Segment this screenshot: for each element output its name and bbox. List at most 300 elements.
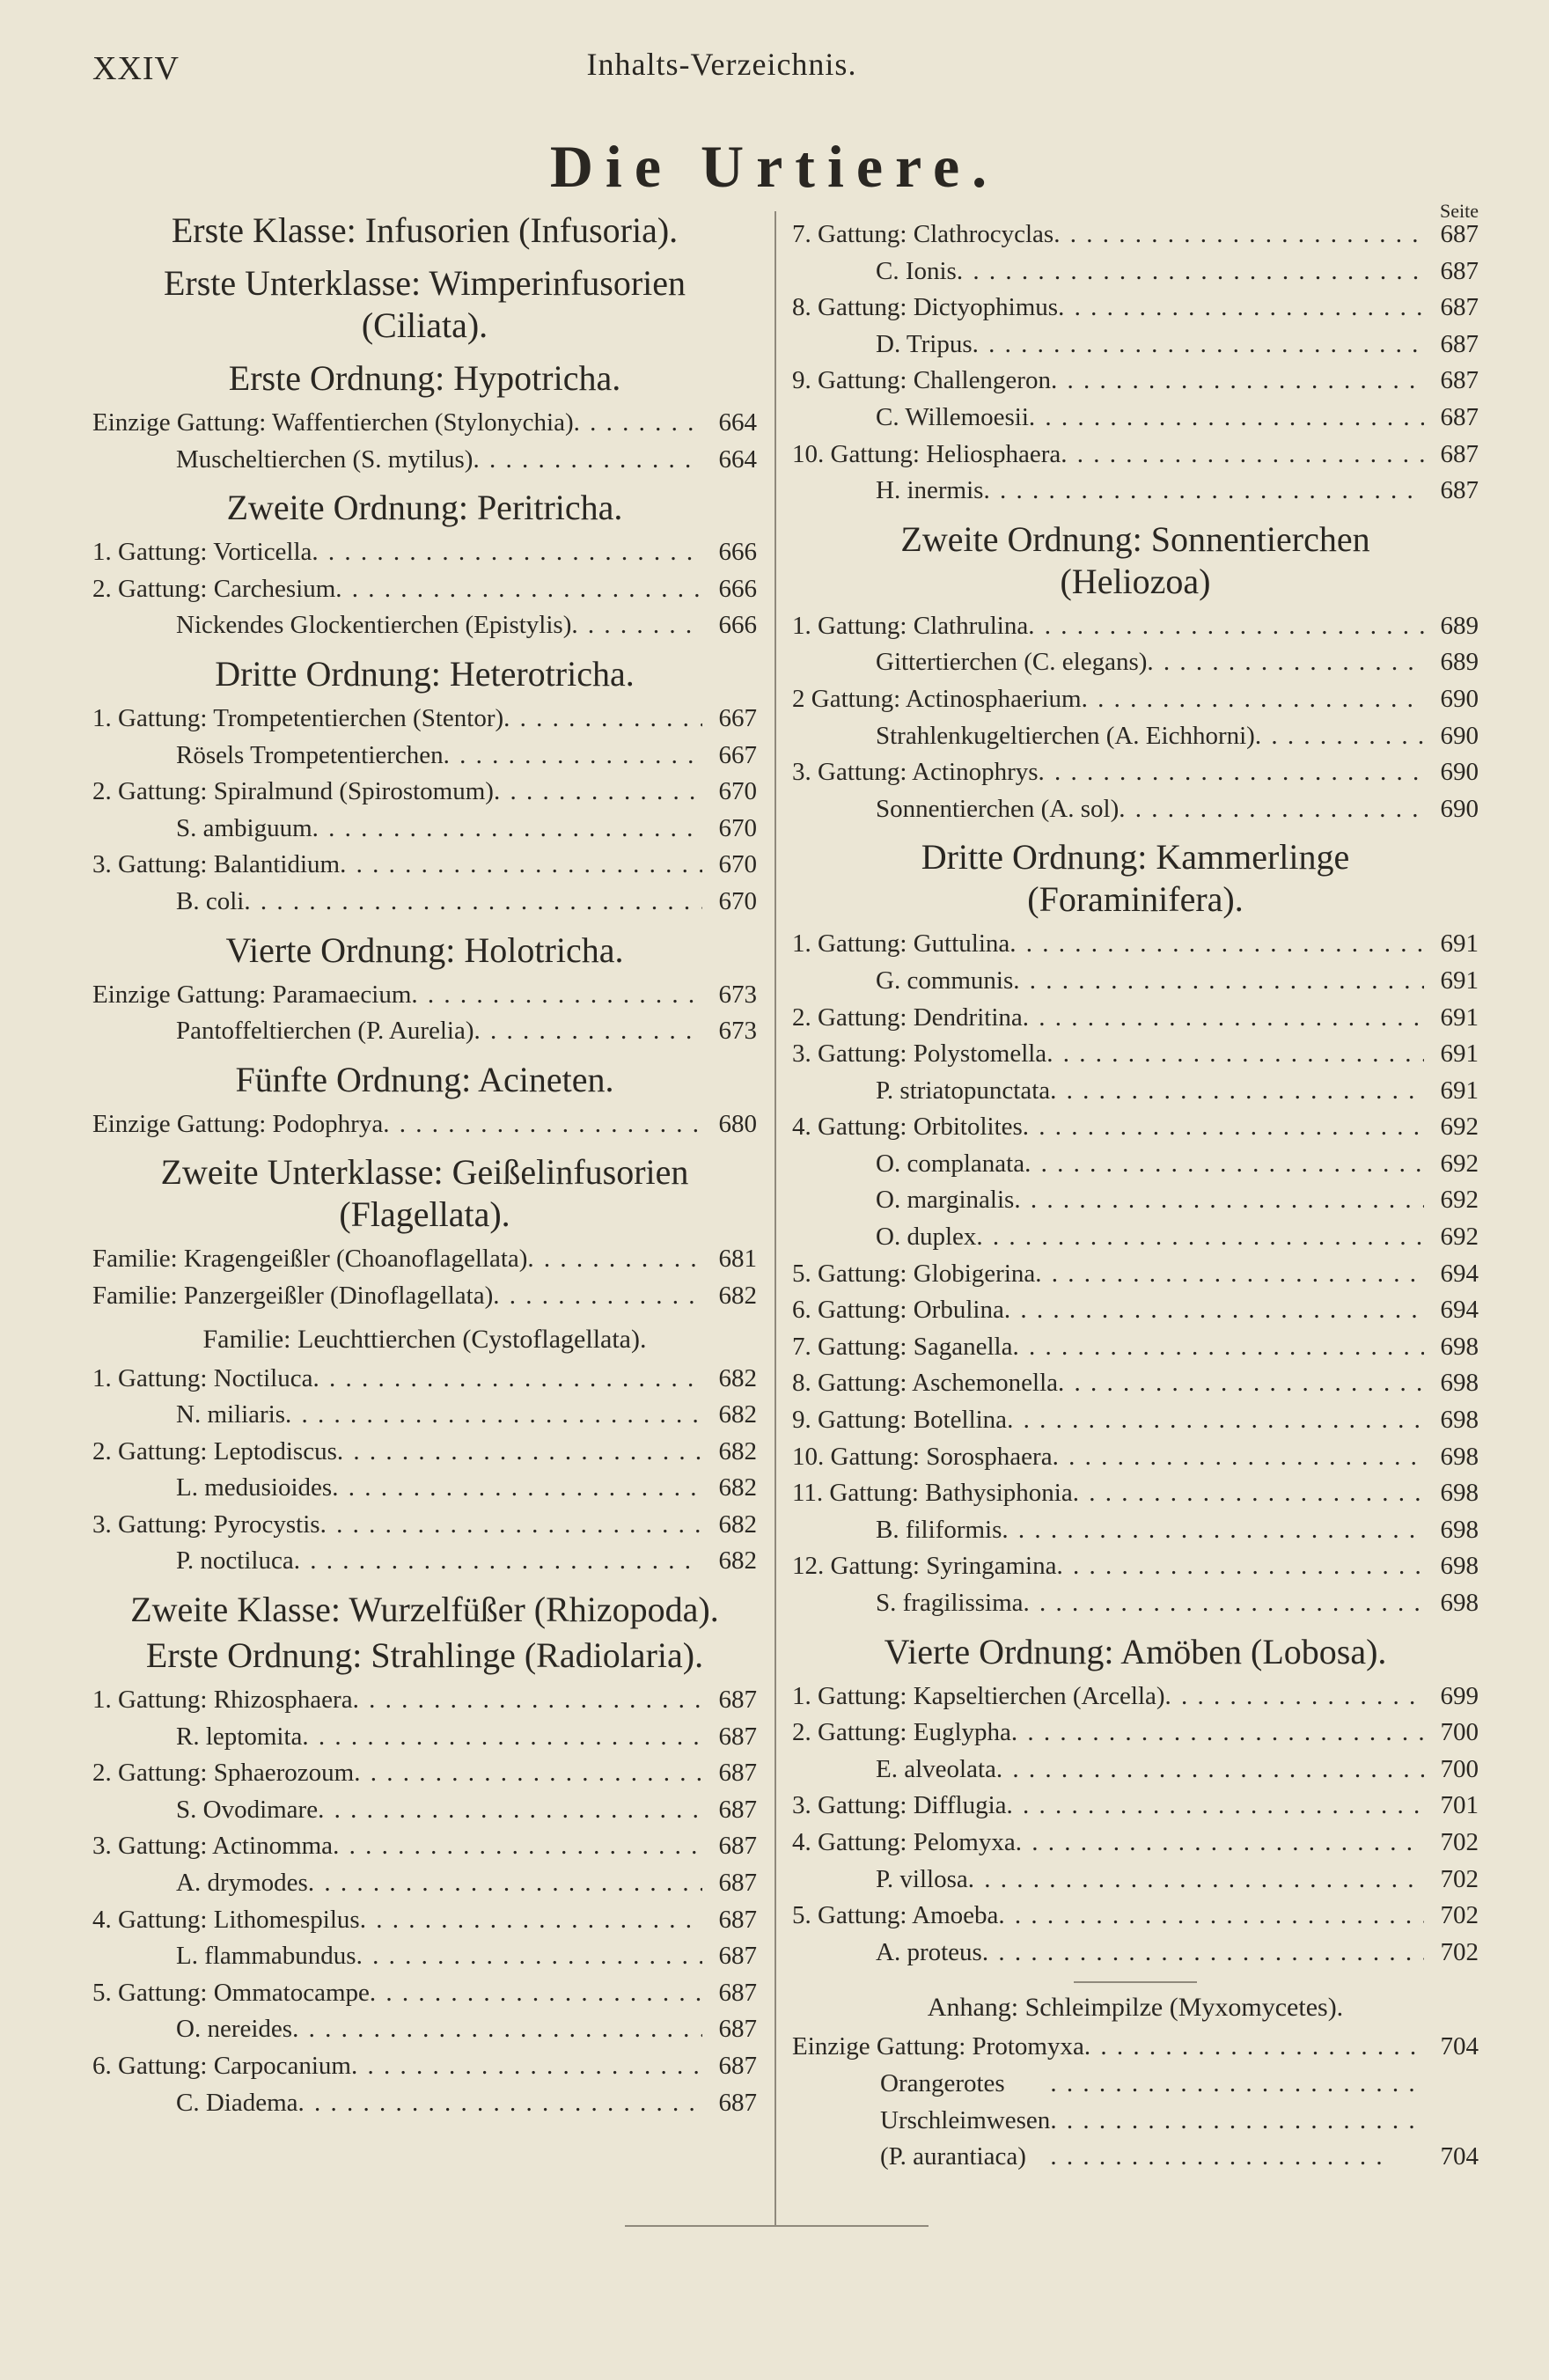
toc-entry-text: 3. Gattung: Balantidium	[92, 850, 341, 879]
toc-page-number: 687	[1440, 293, 1479, 322]
leader-dots	[337, 1434, 702, 1471]
toc-entry	[792, 1000, 1479, 1037]
leader-dots	[292, 2011, 702, 2048]
family-heading: Familie: Leuchttierchen (Cystoflagellata).	[202, 1324, 647, 1354]
toc-entry-text: Familie: Panzergeißler (Dinoflagellata)	[92, 1281, 494, 1310]
leader-dots	[1084, 2029, 1424, 2066]
leader-dots	[1073, 1475, 1424, 1512]
toc-page-number: 702	[1440, 1827, 1479, 1856]
order-heading: Zweite Ordnung: Sonnentierchen	[900, 518, 1370, 559]
toc-page-number: 698	[1440, 1332, 1479, 1361]
right-column	[792, 201, 1479, 2176]
toc-entry-text: S. Ovodimare	[176, 1795, 319, 1824]
toc-entry-text: R. leptomita	[176, 1722, 303, 1751]
toc-page-number: 702	[1440, 1901, 1479, 1930]
toc-entry	[92, 1106, 757, 1143]
toc-page-number: 666	[718, 574, 757, 603]
order-heading: Erste Ordnung: Strahlinge (Radiolaria).	[145, 1635, 704, 1676]
toc-entry-text: Rösels Trompetentierchen	[176, 740, 444, 769]
toc-entry	[792, 1935, 1479, 1972]
toc-page-number: 691	[1440, 1003, 1479, 1032]
toc-entry	[92, 1013, 757, 1050]
order-heading-latin: (Foraminifera).	[1027, 879, 1244, 920]
toc-page-number: 691	[1440, 1076, 1479, 1105]
toc-entry	[792, 681, 1479, 718]
toc-entry-text: 4. Gattung: Orbitolites	[792, 1113, 1023, 1142]
toc-page-number: 689	[1440, 648, 1479, 677]
toc-entry	[792, 1109, 1479, 1146]
toc-entry-text: Strahlenkugeltierchen (A. Eichhorni)	[876, 721, 1255, 750]
leader-dots	[1023, 1109, 1424, 1146]
toc-page-number: 687	[718, 1759, 757, 1788]
toc-page-number: 673	[718, 980, 757, 1009]
leader-dots	[1024, 1146, 1424, 1183]
leader-dots	[1050, 2066, 1424, 2176]
leader-dots	[982, 1935, 1424, 1972]
leader-dots	[333, 1828, 702, 1865]
leader-dots	[1053, 1439, 1424, 1476]
toc-entry-text: O. nereides	[176, 2015, 293, 2044]
toc-entry-text: Einzige Gattung: Protomyxa	[792, 2032, 1084, 2061]
toc-entry	[92, 847, 757, 884]
toc-entry	[792, 1402, 1479, 1439]
leader-dots	[1082, 681, 1424, 718]
toc-entry	[792, 437, 1479, 474]
order-heading: Fünfte Ordnung: Acineten.	[235, 1059, 614, 1099]
leader-dots	[285, 1397, 702, 1434]
toc-entry	[92, 1975, 757, 2012]
toc-page-number: 670	[718, 886, 757, 915]
leader-dots	[1004, 1292, 1424, 1329]
toc-page-number: 687	[718, 2015, 757, 2044]
toc-entry-text: 3. Gattung: Pyrocystis	[92, 1510, 320, 1539]
toc-page-number: 687	[718, 1978, 757, 2007]
toc-page-number: 692	[1440, 1113, 1479, 1142]
toc-entry	[792, 608, 1479, 645]
toc-entry	[92, 405, 757, 442]
toc-entry	[92, 1902, 757, 1939]
toc-entry	[92, 1470, 757, 1507]
leader-dots	[574, 405, 702, 442]
toc-entry-text: L. flammabundus	[176, 1942, 356, 1971]
leader-dots	[1011, 1715, 1424, 1752]
toc-entry-text: 1. Gattung: Guttulina	[792, 929, 1010, 959]
toc-entry-text: Einzige Gattung: Paramaecium	[92, 980, 412, 1009]
toc-page-number: 682	[718, 1436, 757, 1465]
toc-entry	[92, 1361, 757, 1398]
toc-entry	[792, 1825, 1479, 1862]
toc-entry	[92, 884, 757, 921]
subclass-heading-latin: (Ciliata).	[361, 305, 488, 345]
order-heading: Erste Ordnung: Hypotricha.	[228, 358, 621, 398]
leader-dots	[996, 1752, 1424, 1789]
toc-entry	[792, 2029, 1479, 2066]
toc-entry-text: 5. Gattung: Amoeba	[792, 1901, 999, 1930]
toc-entry	[792, 926, 1479, 963]
toc-page-number: 687	[718, 2052, 757, 2080]
toc-page-number: 690	[1440, 794, 1479, 823]
toc-entry-text: Orangerotes Urschleimwesen (P. aurantiaca)	[880, 2068, 1051, 2171]
toc-page-number: 687	[718, 1869, 757, 1898]
toc-entry	[792, 718, 1479, 755]
toc-entry	[92, 1865, 757, 1902]
toc-entry	[92, 1543, 757, 1580]
leader-dots	[1013, 963, 1424, 1000]
leader-dots	[1028, 608, 1424, 645]
toc-entry-text: 3. Gattung: Actinomma	[92, 1832, 334, 1861]
leader-dots	[1058, 1365, 1424, 1402]
toc-entry-text: 9. Gattung: Botellina	[792, 1406, 1008, 1435]
leader-dots	[340, 847, 702, 884]
toc-entry-text: O. marginalis	[876, 1186, 1015, 1215]
leader-dots	[494, 774, 702, 811]
toc-entry-text: 4. Gattung: Pelomyxa	[792, 1827, 1016, 1856]
toc-page-number: 666	[718, 611, 757, 640]
leader-dots	[1046, 1036, 1424, 1073]
toc-entry-text: L. medusioides	[176, 1473, 333, 1502]
toc-entry	[92, 1241, 757, 1278]
leader-dots	[983, 473, 1424, 510]
toc-entry	[92, 1719, 757, 1756]
toc-entry-text: Einzige Gattung: Waffentierchen (Stylonychia)	[92, 408, 574, 437]
toc-entry	[92, 774, 757, 811]
toc-page-number: 687	[718, 2088, 757, 2117]
toc-entry-text: 6. Gattung: Orbulina	[792, 1296, 1004, 1325]
toc-page-number: 667	[718, 740, 757, 769]
toc-entry	[92, 2048, 757, 2085]
toc-entry-text: 2. Gattung: Leptodiscus	[92, 1436, 337, 1465]
leader-dots	[302, 1719, 702, 1756]
toc-page-number: 687	[718, 1722, 757, 1751]
toc-entry-text: 2. Gattung: Spiralmund (Spirostomum)	[92, 777, 494, 806]
toc-entry-text: 7. Gattung: Clathrocyclas	[792, 220, 1054, 248]
toc-page-number: 698	[1440, 1406, 1479, 1435]
toc-entry	[792, 2066, 1479, 2176]
toc-entry-text: Einzige Gattung: Podophrya	[92, 1109, 384, 1138]
subclass-heading: Zweite Unterklasse: Geißelinfusorien	[160, 1152, 689, 1193]
toc-entry	[792, 217, 1479, 253]
toc-entry-text: P. striatopunctata	[876, 1076, 1051, 1105]
toc-entry	[92, 534, 757, 571]
toc-entry	[792, 1219, 1479, 1256]
toc-page-number: 692	[1440, 1186, 1479, 1215]
order-heading: Zweite Ordnung: Peritricha.	[226, 488, 623, 528]
order-heading: Dritte Ordnung: Kammerlinge	[921, 837, 1350, 878]
toc-page-number: 694	[1440, 1296, 1479, 1325]
toc-page-number: 680	[718, 1109, 757, 1138]
toc-page-number: 698	[1440, 1479, 1479, 1508]
leader-dots	[1009, 926, 1424, 963]
leader-dots	[318, 1792, 702, 1829]
leader-dots	[1147, 644, 1424, 681]
leader-dots	[473, 442, 702, 479]
leader-dots	[493, 1278, 702, 1315]
toc-page-number: 691	[1440, 966, 1479, 995]
toc-entry-text: D. Tripus	[876, 329, 973, 358]
toc-page-number: 687	[718, 1795, 757, 1824]
leader-dots	[370, 1975, 702, 2012]
toc-entry-text: 2. Gattung: Euglypha	[792, 1718, 1011, 1747]
toc-entry-text: P. villosa	[876, 1864, 968, 1893]
leader-dots	[354, 1755, 702, 1792]
toc-entry	[792, 1585, 1479, 1622]
left-column	[92, 201, 757, 2121]
toc-entry-text: 5. Gattung: Ommatocampe	[92, 1978, 370, 2007]
toc-entry	[792, 791, 1479, 828]
toc-page-number: 682	[718, 1473, 757, 1502]
toc-entry	[792, 1678, 1479, 1715]
toc-page-number: 687	[1440, 402, 1479, 431]
toc-entry	[792, 1036, 1479, 1073]
toc-entry-text: G. communis	[876, 966, 1014, 995]
toc-entry-text: 1. Gattung: Trompetentierchen (Stentor)	[92, 703, 504, 732]
toc-entry-text: 10. Gattung: Sorosphaera	[792, 1442, 1053, 1471]
leader-dots	[976, 1219, 1424, 1256]
toc-entry-text: A. drymodes	[176, 1869, 308, 1898]
toc-entry	[92, 811, 757, 848]
toc-entry-text: 5. Gattung: Globigerina	[792, 1259, 1036, 1288]
toc-entry-text: H. inermis	[876, 476, 984, 505]
toc-page-number: 682	[718, 1546, 757, 1576]
toc-entry	[92, 1792, 757, 1829]
toc-entry-text: B. filiformis	[876, 1515, 1002, 1544]
toc-entry-text: 8. Gattung: Aschemonella	[792, 1369, 1059, 1398]
toc-entry	[792, 1073, 1479, 1110]
toc-entry	[92, 2085, 757, 2122]
toc-entry-text: 1. Gattung: Clathrulina	[792, 611, 1029, 640]
toc-entry-text: S. ambiguum	[176, 813, 312, 842]
toc-page-number: 682	[718, 1510, 757, 1539]
toc-entry-text: 1. Gattung: Vorticella	[92, 538, 312, 567]
class-heading: Zweite Klasse: Wurzelfüßer (Rhizopoda).	[130, 1590, 719, 1630]
leader-dots	[1039, 754, 1424, 791]
order-heading: Vierte Ordnung: Holotricha.	[225, 929, 624, 970]
page-number: XXIV	[92, 50, 180, 87]
toc-entry-text: S. fragilissima	[876, 1589, 1024, 1617]
toc-page-number: 701	[1440, 1791, 1479, 1820]
bottom-rule	[625, 2225, 929, 2227]
toc-entry-text: Gittertierchen (C. elegans)	[876, 648, 1148, 677]
toc-entry	[92, 442, 757, 479]
toc-entry	[792, 963, 1479, 1000]
toc-entry-text: 2. Gattung: Sphaerozoum	[92, 1759, 355, 1788]
toc-entry-text: P. noctiluca	[176, 1546, 294, 1576]
leader-dots	[312, 1361, 702, 1398]
toc-page-number: 687	[1440, 329, 1479, 358]
leader-dots	[1002, 1512, 1424, 1549]
toc-page-number: 682	[718, 1363, 757, 1392]
toc-entry-text: 7. Gattung: Saganella	[792, 1332, 1013, 1361]
leader-dots	[1035, 1256, 1424, 1293]
toc-page-number: 692	[1440, 1223, 1479, 1252]
toc-entry-text: 1. Gattung: Noctiluca	[92, 1363, 313, 1392]
toc-page-number: 687	[1440, 220, 1479, 248]
leader-dots	[474, 1013, 703, 1050]
leader-dots	[360, 1902, 702, 1939]
toc-entry	[792, 1862, 1479, 1899]
toc-page-number: 690	[1440, 684, 1479, 713]
toc-page-number: 670	[718, 777, 757, 806]
toc-page-number: 687	[718, 1832, 757, 1861]
toc-entry	[792, 1292, 1479, 1329]
toc-entry-text: 1. Gattung: Rhizosphaera	[92, 1686, 353, 1715]
toc-entry	[92, 977, 757, 1014]
toc-entry	[792, 1475, 1479, 1512]
toc-page-number: 667	[718, 703, 757, 732]
toc-entry-text: E. alveolata	[876, 1754, 996, 1783]
toc-entry	[792, 363, 1479, 400]
leader-dots	[1007, 1788, 1424, 1825]
toc-entry	[792, 1788, 1479, 1825]
toc-entry	[792, 1365, 1479, 1402]
page-title: Die Urtiere.	[549, 133, 1000, 200]
seite-label: Seite	[1440, 200, 1479, 222]
leader-dots	[351, 2048, 702, 2085]
toc-page-number: 664	[718, 408, 757, 437]
leader-dots	[332, 1470, 702, 1507]
toc-entry-text: 8. Gattung: Dictyophimus	[792, 293, 1059, 322]
leader-dots	[571, 607, 702, 644]
toc-page-number: 689	[1440, 611, 1479, 640]
toc-entry	[792, 400, 1479, 437]
toc-page-number: 687	[1440, 476, 1479, 505]
toc-entry-text: 1. Gattung: Kapseltierchen (Arcella)	[792, 1681, 1165, 1710]
toc-page-number: 698	[1440, 1442, 1479, 1471]
toc-entry	[792, 1256, 1479, 1293]
toc-page-number: 687	[718, 1686, 757, 1715]
toc-entry	[792, 1512, 1479, 1549]
toc-page-number: 700	[1440, 1718, 1479, 1747]
toc-page-number: 670	[718, 813, 757, 842]
toc-page-number: 681	[718, 1245, 757, 1274]
toc-page-number: 692	[1440, 1149, 1479, 1178]
toc-entry	[792, 1182, 1479, 1219]
leader-dots	[998, 1898, 1424, 1935]
leader-dots	[968, 1862, 1424, 1899]
running-head: Inhalts-Verzeichnis.	[586, 47, 857, 82]
leader-dots	[308, 1865, 702, 1902]
toc-entry	[792, 473, 1479, 510]
leader-dots	[1056, 1548, 1424, 1585]
toc-entry-text: Sonnentierchen (A. sol)	[876, 794, 1120, 823]
leader-dots	[1012, 1329, 1424, 1366]
leader-dots	[335, 571, 702, 608]
leader-dots	[1255, 718, 1424, 755]
toc-page-number: 682	[718, 1400, 757, 1429]
toc-entry-text: 3. Gattung: Actinophrys	[792, 758, 1039, 787]
toc-entry	[92, 1434, 757, 1471]
toc-entry-text: C. Diadema	[176, 2088, 298, 2117]
toc-page-number: 687	[1440, 366, 1479, 395]
leader-dots	[1058, 290, 1424, 327]
toc-page-number: 691	[1440, 1039, 1479, 1069]
leader-dots	[973, 327, 1424, 364]
toc-entry	[92, 1828, 757, 1865]
toc-page-number: 682	[718, 1281, 757, 1310]
toc-entry-text: 4. Gattung: Lithomespilus	[92, 1905, 360, 1934]
toc-page-number: 670	[718, 850, 757, 879]
leader-dots	[312, 534, 702, 571]
toc-entry-text: N. miliaris	[176, 1400, 286, 1429]
leader-dots	[411, 977, 702, 1014]
class-heading: Erste Klasse: Infusorien (Infusoria).	[171, 210, 679, 250]
toc-entry-text: 9. Gattung: Challengeron	[792, 366, 1051, 395]
toc-entry-text: C. Willemoesii	[876, 402, 1029, 431]
toc-page-number: 698	[1440, 1552, 1479, 1581]
toc-entry	[792, 1439, 1479, 1476]
toc-page-number: 702	[1440, 1864, 1479, 1893]
leader-dots	[1014, 1182, 1424, 1219]
order-heading: Dritte Ordnung: Heterotricha.	[215, 653, 635, 694]
leader-dots	[1023, 1000, 1424, 1037]
appendix-rule	[1074, 1981, 1197, 1983]
toc-entry-text: 11. Gattung: Bathysiphonia	[792, 1479, 1073, 1508]
toc-entry-text: Familie: Kragengeißler (Choanoflagellata)	[92, 1245, 528, 1274]
toc-page-number: 698	[1440, 1589, 1479, 1617]
leader-dots	[503, 701, 702, 738]
leader-dots	[1029, 400, 1424, 437]
leader-dots	[1007, 1402, 1424, 1439]
toc-entry	[92, 1755, 757, 1792]
toc-entry	[92, 1397, 757, 1434]
toc-entry	[92, 1278, 757, 1315]
toc-page-number: 673	[718, 1017, 757, 1046]
toc-entry	[92, 1938, 757, 1975]
toc-entry	[92, 571, 757, 608]
toc-entry-text: Pantoffeltierchen (P. Aurelia)	[176, 1017, 474, 1046]
toc-page-number: 704	[1440, 2142, 1479, 2171]
toc-entry-text: 10. Gattung: Heliosphaera	[792, 439, 1061, 468]
toc-page-number: 702	[1440, 1937, 1479, 1966]
toc-page-number: 687	[1440, 439, 1479, 468]
toc-entry-text: 6. Gattung: Carpocanium	[92, 2052, 351, 2080]
toc-page-number: 700	[1440, 1754, 1479, 1783]
toc-entry	[92, 701, 757, 738]
leader-dots	[356, 1938, 702, 1975]
toc-entry-text: C. Ionis	[876, 256, 957, 285]
toc-entry	[92, 2011, 757, 2048]
toc-entry-text: 2. Gattung: Carchesium	[92, 574, 336, 603]
leader-dots	[1024, 1585, 1424, 1622]
toc-entry	[792, 253, 1479, 290]
leader-dots	[1165, 1678, 1424, 1715]
toc-entry-text: 12. Gattung: Syringamina	[792, 1552, 1057, 1581]
leader-dots	[1119, 791, 1424, 828]
toc-entry	[792, 1548, 1479, 1585]
toc-page-number: 690	[1440, 721, 1479, 750]
leader-dots	[298, 2085, 702, 2122]
toc-entry	[792, 1146, 1479, 1183]
toc-page-number: 664	[718, 444, 757, 474]
leader-dots	[320, 1507, 702, 1544]
toc-page-number: 666	[718, 538, 757, 567]
toc-entry	[92, 1682, 757, 1719]
toc-entry	[92, 738, 757, 775]
toc-entry-text: 3. Gattung: Difflugia	[792, 1791, 1007, 1820]
toc-page-number: 699	[1440, 1681, 1479, 1710]
toc-entry	[792, 1329, 1479, 1366]
toc-entry	[792, 1715, 1479, 1752]
subclass-heading-latin: (Flagellata).	[339, 1194, 510, 1235]
toc-entry-text: O. complanata	[876, 1149, 1025, 1178]
leader-dots	[444, 738, 702, 775]
toc-page-number: 704	[1440, 2032, 1479, 2061]
toc-entry-text: 3. Gattung: Polystomella	[792, 1039, 1047, 1069]
toc-entry	[92, 607, 757, 644]
leader-dots	[294, 1543, 702, 1580]
toc-page-number: 690	[1440, 758, 1479, 787]
order-heading: Vierte Ordnung: Amöben (Lobosa).	[884, 1631, 1387, 1671]
